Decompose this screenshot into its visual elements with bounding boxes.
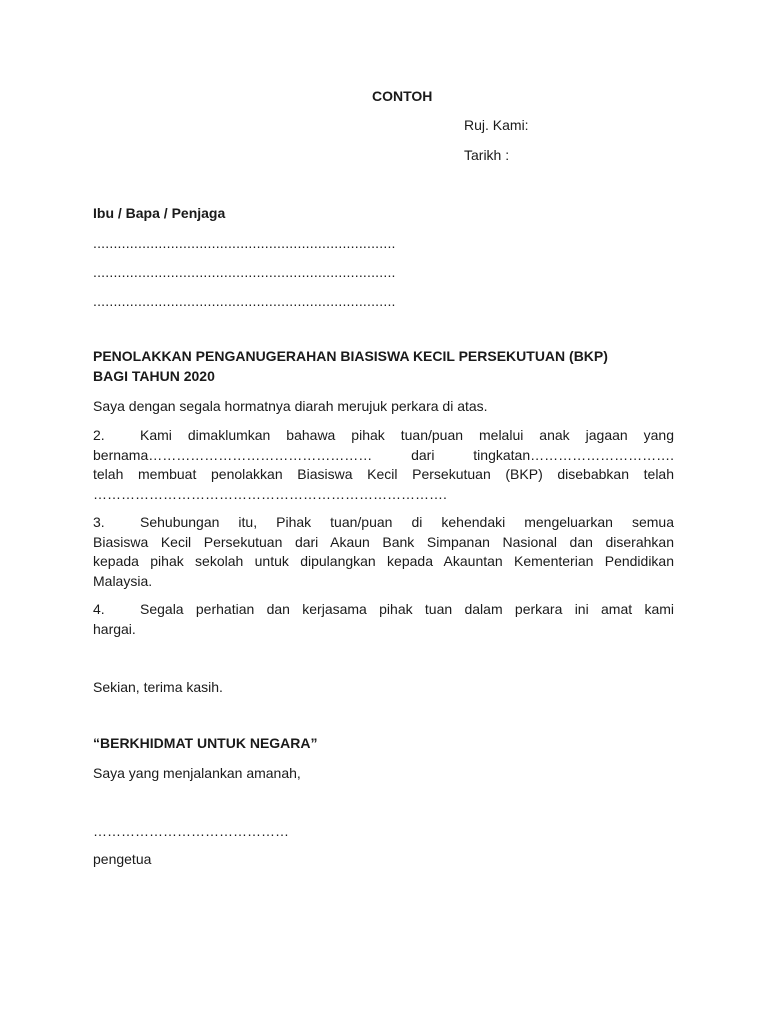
motto: “BERKHIDMAT UNTUK NEGARA” bbox=[93, 735, 318, 751]
paragraph-4 bbox=[93, 600, 674, 639]
paragraph-2 bbox=[93, 426, 674, 504]
subject-line-2: BAGI TAHUN 2020 bbox=[93, 368, 215, 384]
paragraph-4-number: 4. bbox=[93, 601, 105, 617]
recipient-heading: Ibu / Bapa / Penjaga bbox=[93, 205, 226, 221]
paragraph-4-line-1: 4. Segala perhatian dan kerjasama pihak tuan dalam perkara ini amat kami bbox=[93, 600, 674, 620]
paragraph-2-line-2: bernama………………………………………… dari tingkatan…………………………. bbox=[93, 446, 674, 463]
paragraph-3-line-4: Malaysia. bbox=[93, 572, 153, 589]
signatory-position: pengetua bbox=[93, 851, 152, 867]
paragraph-2-line-1: 2. Kami dimaklumkan bahawa pihak tuan/puan melalui anak jagaan yang bbox=[93, 426, 674, 446]
date-label: Tarikh : bbox=[464, 147, 510, 163]
closing-thanks: Sekian, terima kasih. bbox=[93, 679, 223, 695]
paragraph-3-line-2: Biasiswa Kecil Persekutuan dari Akaun Bank Simpanan Nasional dan diserahkan bbox=[93, 533, 674, 550]
paragraph-2-line-4: …………………………………………………………………. bbox=[93, 485, 447, 502]
paragraph-2-line-3: telah membuat penolakkan Biasiswa Kecil Persekutuan (BKP) disebabkan telah bbox=[93, 466, 674, 482]
intro-paragraph: Saya dengan segala hormatnya diarah merujuk perkara di atas. bbox=[93, 398, 488, 414]
paragraph-3 bbox=[93, 513, 674, 591]
paragraph-4-line-2: hargai. bbox=[93, 620, 136, 637]
letter-title: CONTOH bbox=[372, 88, 433, 104]
paragraph-3-line-1: 3. Sehubungan itu, Pihak tuan/puan di kehendaki mengeluarkan semua bbox=[93, 513, 674, 533]
paragraph-3-line-3: kepada pihak sekolah untuk dipulangkan kepada Akauntan Kementerian Pendidikan bbox=[93, 553, 674, 569]
recipient-address-line-1: .......................................................................... bbox=[93, 235, 396, 251]
subject-line-1: PENOLAKKAN PENGANUGERAHAN BIASISWA KECIL PERSEKUTUAN (BKP) bbox=[93, 348, 608, 364]
signature-line: …………………………………… bbox=[93, 823, 289, 839]
paragraph-3-number: 3. bbox=[93, 514, 105, 530]
reference-label: Ruj. Kami: bbox=[464, 117, 529, 133]
recipient-address-line-2: .......................................................................... bbox=[93, 264, 396, 280]
closing-trust: Saya yang menjalankan amanah, bbox=[93, 765, 301, 781]
recipient-address-line-3: .......................................................................... bbox=[93, 293, 396, 309]
paragraph-2-number: 2. bbox=[93, 427, 105, 443]
